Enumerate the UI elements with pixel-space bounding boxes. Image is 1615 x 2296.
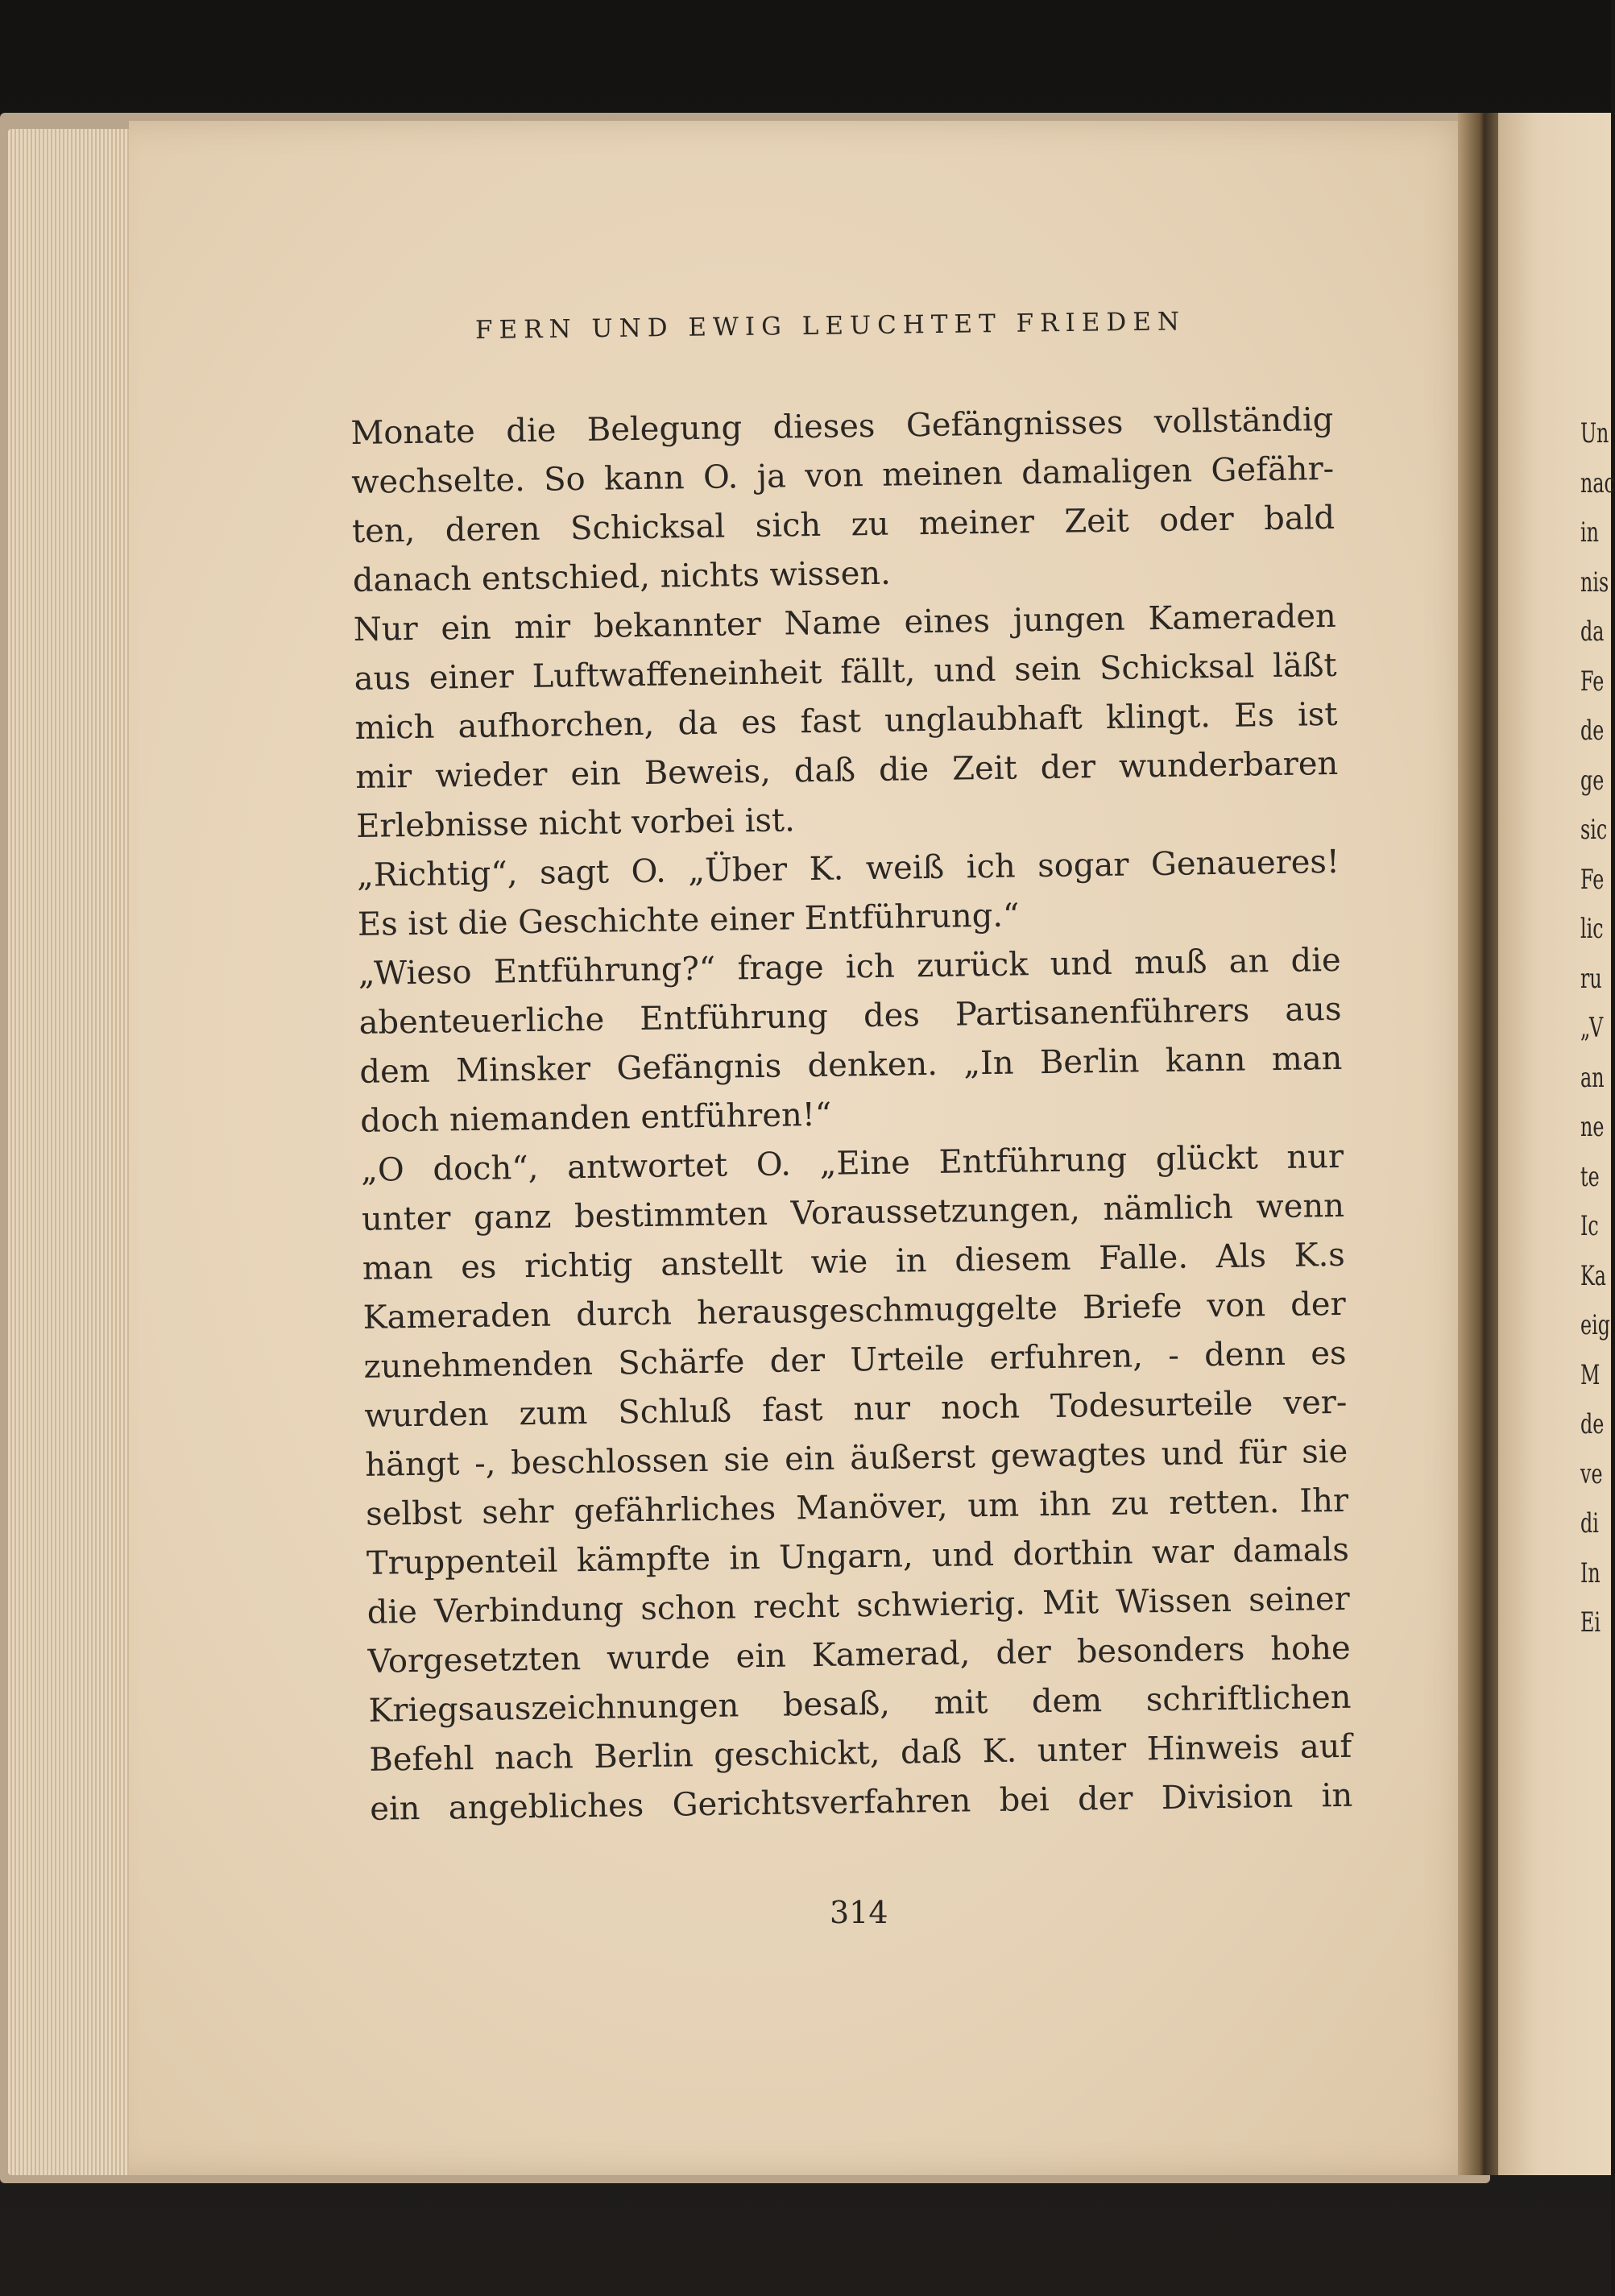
text-line: doch niemanden entführen!“ [360,1096,832,1140]
text-line: wurden zum Schluß fast nur noch Todesurteile ver- [364,1383,1348,1435]
fragment: ve [1580,1457,1603,1490]
fragment: Ka [1580,1259,1606,1292]
fragment: an [1580,1061,1605,1094]
text-line: mich aufhorchen, da es fast unglaubhaft klingt. Es ist [354,695,1338,747]
text-line: „Wieso Entführung?“ frage ich zurück und muß an die [358,941,1341,993]
text-line: ten, deren Schicksal sich zu meiner Zeit oder bald [351,499,1335,550]
fragment: nac [1580,466,1615,499]
fragment: Ei [1580,1606,1601,1639]
fragment: eig [1580,1309,1610,1341]
fragment: Ic [1580,1210,1599,1242]
text-line: Monate die Belegung dieses Gefängnisses vollständig [350,400,1334,452]
text-line: dem Minsker Gefängnis denken. „In Berlin kann man [359,1039,1343,1091]
text-line: abenteuerliche Entführung des Partisanenführers aus [358,990,1342,1042]
text-line: selbst sehr gefährliches Manöver, um ihn zu retten. Ihr [365,1482,1349,1533]
fragment: sic [1580,814,1608,846]
page-number: 314 [830,1895,888,1930]
fragment: Fe [1580,863,1605,896]
text-line: man es richtig anstellt wie in diesem Falle. Als K.s [362,1236,1346,1287]
text-line: Kameraden durch herausgeschmuggelte Briefe von der [362,1285,1346,1337]
fragment: te [1580,1160,1600,1193]
text-line: wechselte. So kann O. ja von meinen damaligen Gefähr- [350,450,1335,501]
fragment: da [1580,615,1605,648]
text-line: Es ist die Geschichte einer Entführung.“ [357,897,1020,943]
fragment: Fe [1580,665,1605,698]
text-line: Truppenteil kämpfte in Ungarn, und dorthin war damals [366,1531,1350,1582]
text-line: Befehl nach Berlin geschickt, daß K. unter Hinweis auf [369,1727,1352,1779]
fragment: In [1580,1556,1601,1589]
fragment: di [1580,1507,1599,1540]
text-line: mir wieder ein Beweis, daß die Zeit der wunderbaren [355,744,1339,796]
text-line: Vorgesetzten wurde ein Kamerad, der besonders hohe [367,1629,1351,1681]
fragment: ge [1580,764,1605,797]
fragment: de [1580,715,1605,747]
fragment: „V [1580,1012,1604,1044]
fragment: ne [1580,1111,1605,1143]
text-line: zunehmenden Schärfe der Urteile erfuhren, - denn es [363,1334,1347,1386]
text-line: Kriegsauszeichnungen besaß, mit dem schriftlichen [368,1678,1352,1730]
fragment: in [1580,516,1599,549]
text-line: Erlebnisse nicht vorbei ist. [355,802,796,845]
text-line: die Verbindung schon recht schwierig. Mit Wissen seiner [366,1580,1351,1631]
fragment: M [1580,1358,1601,1391]
text-line: ein angebliches Gerichtsverfahren bei der Division in [369,1776,1353,1828]
text-line: „O doch“, antwortet O. „Eine Entführung glückt nur [360,1138,1344,1189]
text-line: unter ganz bestimmten Voraussetzungen, nämlich wenn [361,1187,1345,1238]
fragment: Un [1580,417,1609,450]
text-line: hängt -, beschlossen sie ein äußerst gewagtes und für sie [364,1432,1348,1484]
fragment: lic [1580,913,1604,945]
running-head: FERN UND EWIG LEUCHTET FRIEDEN [474,307,1186,345]
fragment: nis [1580,566,1609,599]
right-page-fragments [1580,409,1615,1648]
text-line: danach entschied, nichts wissen. [352,554,892,599]
fragment: de [1580,1408,1605,1440]
text-line: aus einer Luftwaffeneinheit fällt, und sein Schicksal läßt [354,646,1337,698]
body-text [350,396,1353,1834]
fragment: ru [1580,962,1602,995]
text-line: „Richtig“, sagt O. „Über K. weiß ich sogar Genaueres! [356,843,1340,894]
text-line: Nur ein mir bekannter Name eines jungen Kameraden [353,597,1337,649]
page-edges [8,129,145,2175]
